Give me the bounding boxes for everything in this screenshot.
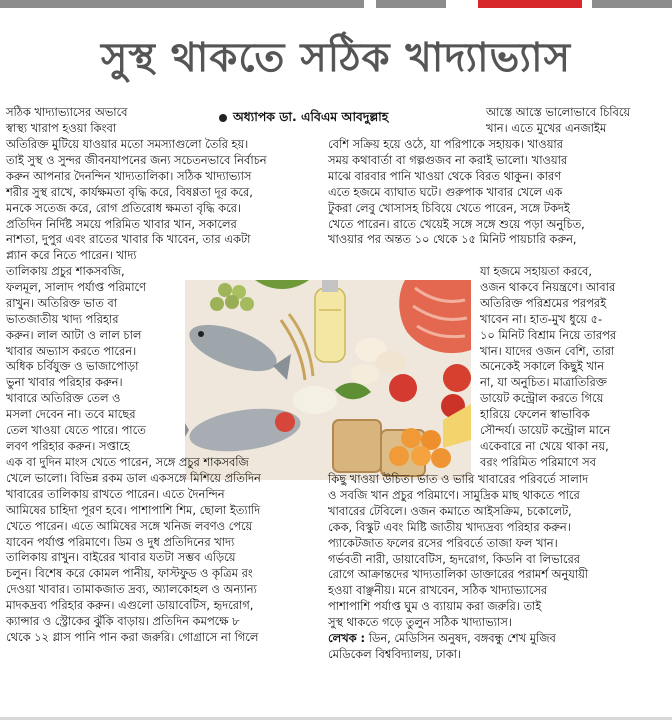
text-line: বরং পরিমিত পরিমাণে সব [480, 454, 596, 469]
text-line: রাখুন। অতিরিক্ত ভাত বা [6, 295, 118, 310]
left-column-bottom [6, 455, 261, 646]
right-wrap-text [480, 264, 616, 471]
top-bar-gray-segment [592, 0, 672, 8]
text-line: অতিরিক্ত মুটিয়ে যাওয়ার মতো সমস্যাগুলো তৈরি হয়। [6, 137, 249, 151]
text-line: দেওয়া খাবার। তামাকজাত দ্রব্য, অ্যালকোহল ও অন্যান্য [6, 582, 257, 597]
top-color-bar [0, 0, 672, 8]
text-line: পাশাপাশি পর্যাপ্ত ঘুম ও ব্যায়াম করা জরুরি। তাই [328, 599, 542, 614]
text-line: তালিকায় প্রচুর শাকসবজি, [6, 264, 125, 278]
text-line: মনকে সতেজ করে, রোগ প্রতিরোধ ক্ষমতা বৃদ্ধি করে। [6, 200, 242, 215]
text-line: খেতে পারেন। রাতে খেয়েই সঙ্গে সঙ্গে শুয়ে পড়া অনুচিত, [328, 216, 585, 231]
left-wrap-text [6, 264, 146, 455]
text-line: সময় কথাবার্তা বা গল্পগুজব না করাই ভালো। খাওয়ার [328, 152, 568, 167]
bullet-icon [219, 114, 227, 122]
text-line: খাবারে অতিরিক্ত তেল ও [6, 391, 121, 406]
text-line: খান। যাদের ওজন বেশি, তারা [480, 343, 615, 358]
author-note-label: লেখক : [328, 631, 366, 646]
text-line: নাশতা, দুপুর এবং রাতের খাবার কি খাবেন, তার একটা [6, 232, 251, 247]
left-column-intro [6, 105, 128, 137]
author-note-line [328, 631, 588, 647]
text-line: ক্যান্সার ও স্ট্রোকের ঝুঁকি বাড়ায়। প্রতিদিন কমপক্ষে ৮ [6, 614, 240, 629]
text-line: খাবার অভ্যাস করতে পারেন। [6, 343, 137, 358]
text-line: একেবারে না খেয়ে থাকা নয়, [480, 438, 609, 453]
text-line: সৌন্দর্য। ডায়েট কন্ট্রোল মানে [480, 423, 611, 438]
text-line: কিছু খাওয়া উচিত। ভাত ও ভারি খাবারের পরিবর্তে সালাদ [328, 472, 589, 486]
text-line: হওয়া বাঞ্ছনীয়। মনে রাখবেন, সঠিক খাদ্যাভ্যাসের [328, 583, 548, 598]
text-line: তালিকায় রাখুন। বাইরের খাবার যতটা সম্ভব এড়িয়ে [6, 550, 236, 565]
text-line: অধিক চর্বিযুক্ত ও ভাজাপোড়া [6, 359, 139, 374]
text-line: তেল খাওয়া যেতে পারে। পাতে [6, 423, 146, 438]
byline [219, 109, 388, 125]
text-line: ডায়েট কন্ট্রোল করতে গিয়ে [480, 391, 604, 406]
text-line: হারিয়ে ফেলেন স্বাভাবিক [480, 407, 590, 422]
right-column-intro [486, 105, 630, 137]
text-line: এক বা দুদিন মাংস খেতে পারেন, সঙ্গে প্রচুর শাকসবজি [6, 455, 249, 469]
text-line: খাবারের তালিকায় রাখতে পারেন। এতে দৈনন্দিন [6, 486, 225, 501]
text-line: ওজন থাকবে নিয়ন্ত্রণে। আবার [480, 279, 616, 294]
text-line: প্রতিদিন নির্দিষ্ট সময়ে পরিমিত খাবার খান, সকালের [6, 216, 237, 231]
text-line: খেলে ভালো। বিভিন্ন রকম ডাল একসঙ্গে মিশিয়ে প্রতিদিন [6, 470, 261, 485]
text-line: থেকে ১২ গ্লাস পানি পান করা জরুরি। গোগ্রাসে না গিলে [6, 629, 259, 644]
top-bar-red-segment [478, 0, 582, 8]
text-line: আস্তে আস্তে ভালোভাবে চিবিয়ে [486, 105, 631, 119]
text-line: ভাতজাতীয় খাদ্য পরিহার [6, 311, 119, 326]
text-line: বেশি সক্রিয় হয়ে ওঠে, যা পরিপাকে সহায়ক। খাওয়ার [328, 137, 563, 151]
text-line: করুন। লাল আটা ও লাল চাল [6, 327, 142, 342]
text-line: মাঝে বারবার পানি খাওয়া থেকে বিরত থাকুন। কারণ [328, 168, 562, 183]
text-line: গর্ভবতী নারী, ডায়াবেটিস, হৃদরোগ, কিডনি বা লিভারের [328, 551, 580, 566]
text-line: টুকরা লেবু খোসাসহ চিবিয়ে খেতে পারেন, সঙ্গে টকদই [328, 200, 570, 215]
text-line: করুন আপনার দৈনন্দিন খাদ্যতালিকা। সঠিক খাদ্যাভ্যাস [6, 168, 252, 183]
text-line: লবণ পরিহার করুন। সপ্তাহে [6, 438, 130, 453]
text-line: খেতে পারেন। এতে আমিষের সঙ্গে খনিজ লবণও পেয়ে [6, 518, 253, 533]
text-line: অনেকেই সকালে কিছুই খান [480, 359, 605, 374]
text-line: সুস্থ থাকতে গড়ে তুলুন সঠিক খাদ্যাভ্যাস। [328, 615, 512, 630]
text-line: না, যা অনুচিত। মাত্রাতিরিক্ত [480, 375, 607, 390]
headline: সুস্থ থাকতে সঠিক খাদ্যাভ্যাস [101, 34, 571, 81]
top-bar-gray-segment [0, 0, 364, 8]
text-line: যাবেন পর্যাপ্ত পরিমাণে। ডিম ও দুধ প্রতিদিনের খাদ্য [6, 534, 235, 549]
text-line: ফলমূল, সালাদ পর্যাপ্ত পরিমাণে [6, 279, 147, 294]
right-column-bottom [328, 472, 588, 663]
author-note-affiliation: ডিন, মেডিসিন অনুষদ, বঙ্গবন্ধু শেখ মুজিব [365, 631, 556, 646]
text-line: ১০ মিনিট বিশ্রাম নিয়ে তারপর [480, 327, 617, 342]
text-line: খাওয়ার পর অন্তত ১০ থেকে ১৫ মিনিট পায়চারি করুন, [328, 232, 577, 247]
text-line: আমিষের চাহিদা পূরণ হবে। পাশাপাশি শিম, ছোলা ইত্যাদি [6, 502, 261, 517]
text-line: স্বাস্থ্য খারাপ হওয়া কিংবা [6, 120, 117, 135]
text-line: খাবারের টেবিলে। ওজন কমাতে আইসক্রিম, চকোলেট, [328, 503, 572, 518]
text-line: অতিরিক্ত পরিশ্রমের পরপরই [480, 295, 607, 310]
text-line: ভুনা খাবার পরিহার করুন। [6, 375, 123, 390]
text-line: যা হজমে সহায়তা করবে, [480, 264, 592, 278]
text-line: তাই সুস্থ ও সুন্দর জীবনযাপনের জন্য সচেতনভাবে নির্বাচন [6, 152, 267, 167]
text-line: খান। এতে মুখের এনজাইম [486, 120, 607, 135]
text-line: ও সবজি খান প্রচুর পরিমাণে। সামুদ্রিক মাছ থাকতে পারে [328, 487, 580, 502]
text-line: কেক, বিস্কুট এবং মিষ্টি জাতীয় খাদ্যদ্রব্য পরিহার করুন। [328, 519, 571, 534]
food-collage-image [185, 280, 471, 480]
text-line: প্যাকেটজাত ফলের রসের পরিবর্তে তাজা ফল খান। [328, 535, 558, 550]
author-note-line-2: মেডিকেল বিশ্ববিদ্যালয়, ঢাকা। [328, 646, 462, 661]
oil-bottle-icon [315, 280, 345, 362]
text-line: প্ল্যান করে নিতে পারেন। খাদ্য [6, 248, 137, 263]
text-line: শরীর সুস্থ রাখে, কার্যক্ষমতা বৃদ্ধি করে, বিষণ্ণতা দূর করে, [6, 184, 253, 199]
top-bar-gray-segment [376, 0, 446, 8]
text-line: সঠিক খাদ্যাভ্যাসের অভাবে [6, 105, 128, 119]
text-line: এতে হজমে ব্যাঘাত ঘটে। গুরুপাক খাবার খেলে এক [328, 184, 563, 199]
text-line: খাবেন না। হাত-মুখ ধুয়ে ৫- [480, 311, 603, 326]
food-photo [185, 280, 471, 480]
text-line: মাদকদ্রব্য পরিহার করুন। এগুলো ডায়াবেটিস, হৃদরোগ, [6, 598, 254, 613]
text-line: মসলা দেবেন না। তবে মাছের [6, 407, 136, 422]
right-column-body [328, 137, 585, 248]
left-column-body [6, 137, 267, 264]
text-line: চলুন। বিশেষ করে কোমল পানীয়, ফাস্টফুড ও কৃত্রিম রং [6, 566, 253, 581]
text-line: রোগে আক্রান্তদের খাদ্যতালিকা ডাক্তারের পরামর্শ অনুযায়ী [328, 567, 589, 582]
author-name: অধ্যাপক ডা. এবিএম আবদুল্লাহ [233, 109, 389, 124]
